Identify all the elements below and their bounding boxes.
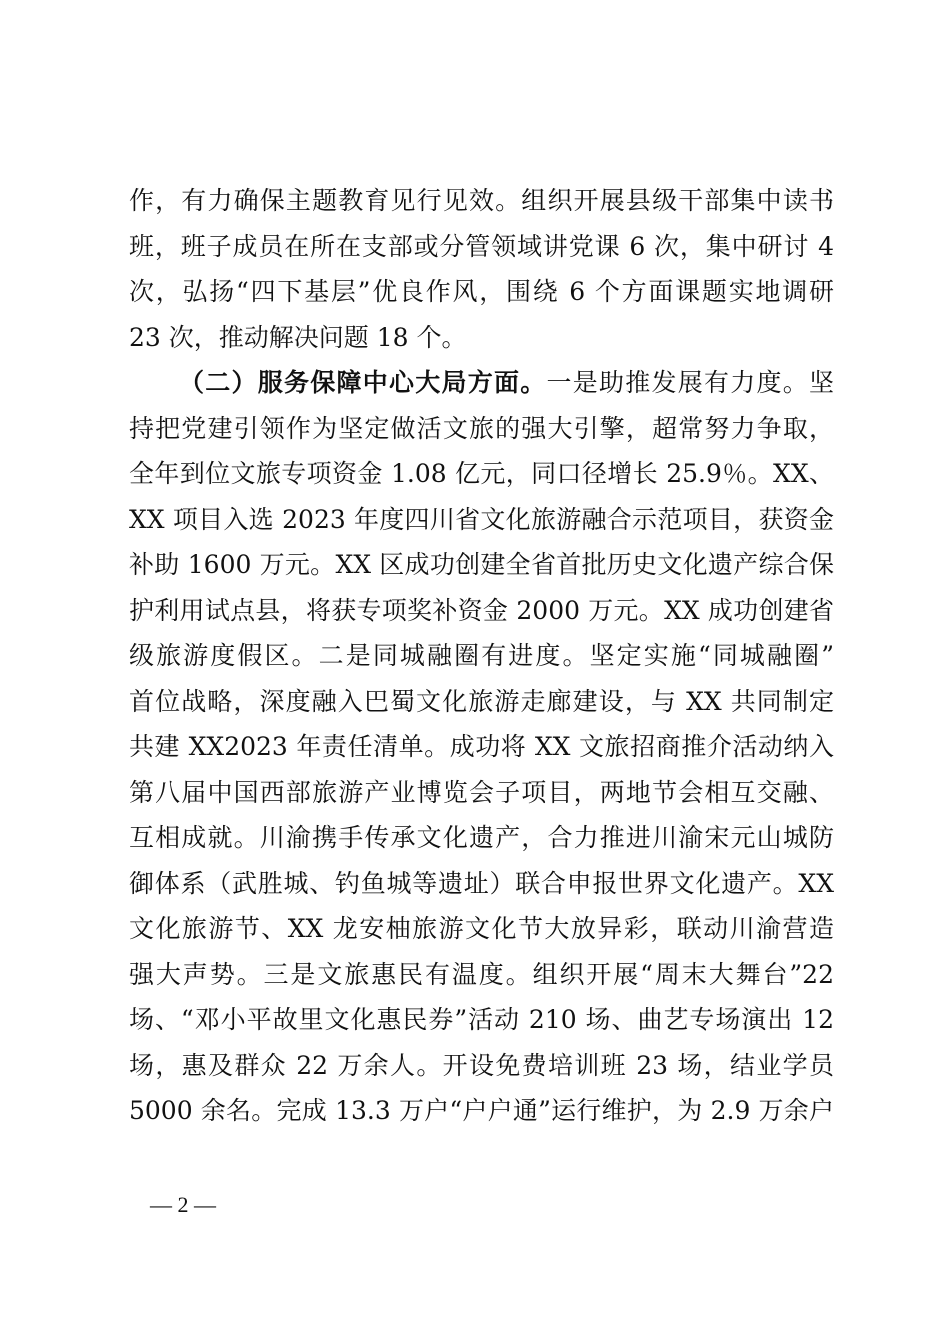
text-line: 强大声势。三是文旅惠民有温度。组织开展“周末大舞台”22 (129, 959, 834, 989)
section-heading-line (129, 360, 834, 406)
page-number: — 2 — (150, 1192, 216, 1217)
text-line: 次，弘扬“四下基层”优良作风，围绕 6 个方面课题实地调研 (129, 277, 834, 306)
text-line: 持把党建引领作为坚定做活文旅的强大引擎，超常努力争取， (129, 413, 834, 443)
text-line: 作，有力确保主题教育见行见效。组织开展县级干部集中读书 (129, 186, 834, 215)
text-line: 23 次，推动解决问题 18 个。 (129, 322, 467, 352)
section-heading: （二）服务保障中心大局方面。 (179, 368, 547, 397)
text-line: 共建 XX2023 年责任清单。成功将 XX 文旅招商推介活动纳入 (129, 732, 834, 761)
text-line: 护利用试点县，将获专项奖补资金 2000 万元。XX 成功创建省 (129, 595, 834, 625)
text-line: 班，班子成员在所在支部或分管领域讲党课 6 次，集中研讨 4 (129, 231, 834, 261)
text-line: 全年到位文旅专项资金 1.08 亿元，同口径增长 25.9％。XX、 (129, 459, 834, 488)
text-line: XX 项目入选 2023 年度四川省文化旅游融合示范项目，获资金 (129, 504, 834, 534)
text-line: 场、“邓小平故里文化惠民券”活动 210 场、曲艺专场演出 12 (129, 1005, 834, 1034)
text-line: 互相成就。川渝携手传承文化遗产，合力推进川渝宋元山城防 (129, 823, 834, 852)
text-line: 文化旅游节、XX 龙安柚旅游文化节大放异彩，联动川渝营造 (129, 914, 834, 943)
section-heading-rest: 一是助推发展有力度。坚 (546, 368, 834, 397)
text-line: 5000 余名。完成 13.3 万户“户户通”运行维护，为 2.9 万余户 (129, 1096, 834, 1125)
text-line: 级旅游度假区。二是同城融圈有进度。坚定实施“同城融圈” (129, 641, 834, 670)
text-line: 首位战略，深度融入巴蜀文化旅游走廊建设，与 XX 共同制定 (129, 686, 834, 716)
text-line: 场，惠及群众 22 万余人。开设免费培训班 23 场，结业学员 (129, 1050, 834, 1080)
body-text (129, 178, 834, 1134)
text-line: 御体系（武胜城、钓鱼城等遗址）联合申报世界文化遗产。XX (129, 868, 834, 898)
text-line: 补助 1600 万元。XX 区成功创建全省首批历史文化遗产综合保 (129, 550, 834, 579)
text-line: 第八届中国西部旅游产业博览会子项目，两地节会相互交融、 (129, 777, 834, 807)
